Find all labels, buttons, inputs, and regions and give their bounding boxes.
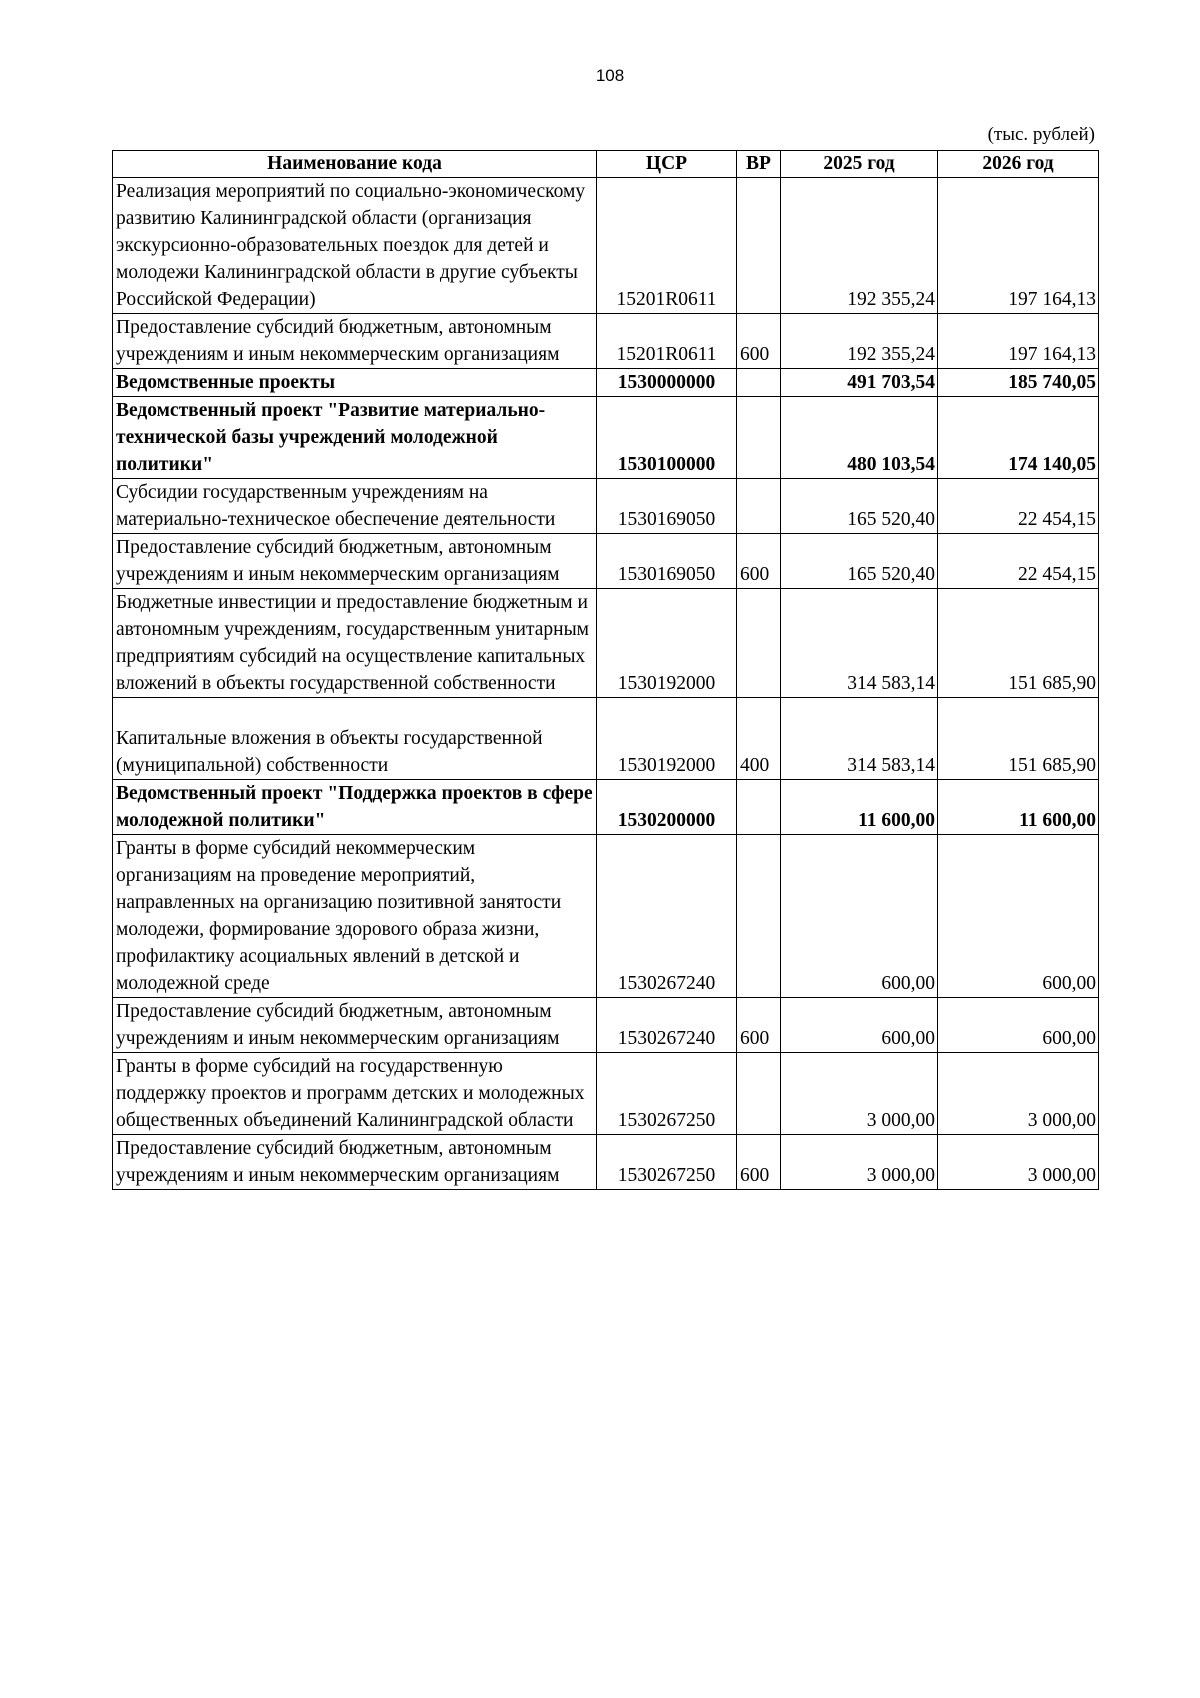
row-vr <box>737 178 781 314</box>
table-row <box>113 698 1099 780</box>
row-2025: 314 583,14 <box>781 589 938 698</box>
table-row <box>113 589 1099 698</box>
row-2025: 165 520,40 <box>781 479 938 534</box>
row-csr: 15201R0611 <box>597 178 737 314</box>
row-vr <box>737 780 781 835</box>
row-name: Гранты в форме субсидий на государственную поддержку проектов и программ детских и молодежных общественных объединений Калининградской области <box>113 1053 597 1135</box>
row-csr: 15201R0611 <box>597 314 737 369</box>
row-2025: 192 355,24 <box>781 178 938 314</box>
row-name: Предоставление субсидий бюджетным, автономным учреждениям и иным некоммерческим организациям <box>113 998 597 1053</box>
row-vr <box>737 479 781 534</box>
row-name: Капитальные вложения в объекты государственной (муниципальной) собственности <box>113 698 597 780</box>
units-label: (тыс. рублей) <box>987 124 1095 145</box>
row-2025: 491 703,54 <box>781 369 938 397</box>
row-2025: 600,00 <box>781 835 938 998</box>
row-vr <box>737 397 781 479</box>
row-vr: 600 <box>737 998 781 1053</box>
row-csr: 1530267240 <box>597 835 737 998</box>
row-name: Субсидии государственным учреждениям на материально-техническое обеспечение деятельности <box>113 479 597 534</box>
table-row <box>113 534 1099 589</box>
row-2026: 3 000,00 <box>938 1053 1099 1135</box>
row-2026: 174 140,05 <box>938 397 1099 479</box>
row-2026: 185 740,05 <box>938 369 1099 397</box>
row-csr: 1530100000 <box>597 397 737 479</box>
row-csr: 1530192000 <box>597 589 737 698</box>
row-vr: 600 <box>737 314 781 369</box>
header-name: Наименование кода <box>113 151 597 178</box>
budget-table <box>112 150 1099 1190</box>
row-name: Ведомственный проект "Поддержка проектов в сфере молодежной политики" <box>113 780 597 835</box>
row-2026: 197 164,13 <box>938 178 1099 314</box>
table-header-row <box>113 151 1099 178</box>
row-name: Реализация мероприятий по социально-экономическому развитию Калининградской области (организация экскурсионно-образовательных поездок для детей и молодежи Калининградской области в другие субъекты Российской Федерации) <box>113 178 597 314</box>
row-vr: 600 <box>737 1135 781 1190</box>
row-2025: 314 583,14 <box>781 698 938 780</box>
row-2026: 22 454,15 <box>938 479 1099 534</box>
row-2025: 11 600,00 <box>781 780 938 835</box>
row-2026: 11 600,00 <box>938 780 1099 835</box>
row-name: Предоставление субсидий бюджетным, автономным учреждениям и иным некоммерческим организациям <box>113 534 597 589</box>
row-csr: 1530000000 <box>597 369 737 397</box>
row-vr: 400 <box>737 698 781 780</box>
row-csr: 1530169050 <box>597 534 737 589</box>
table-row <box>113 835 1099 998</box>
header-2025: 2025 год <box>781 151 938 178</box>
table-row <box>113 1053 1099 1135</box>
row-2025: 480 103,54 <box>781 397 938 479</box>
row-csr: 1530267240 <box>597 998 737 1053</box>
row-2025: 3 000,00 <box>781 1135 938 1190</box>
row-2026: 3 000,00 <box>938 1135 1099 1190</box>
row-2026: 151 685,90 <box>938 589 1099 698</box>
row-name: Бюджетные инвестиции и предоставление бюджетным и автономным учреждениям, государственным унитарным предприятиям субсидий на осуществление капитальных вложений в объекты государственной собственности <box>113 589 597 698</box>
page-number: 108 <box>595 66 625 85</box>
row-2025: 600,00 <box>781 998 938 1053</box>
row-name: Ведомственный проект "Развитие материально-технической базы учреждений молодежной политики" <box>113 397 597 479</box>
row-csr: 1530200000 <box>597 780 737 835</box>
row-2025: 165 520,40 <box>781 534 938 589</box>
row-name: Предоставление субсидий бюджетным, автономным учреждениям и иным некоммерческим организациям <box>113 1135 597 1190</box>
table-row-section <box>113 780 1099 835</box>
row-vr: 600 <box>737 534 781 589</box>
row-2026: 22 454,15 <box>938 534 1099 589</box>
row-vr <box>737 1053 781 1135</box>
row-csr: 1530169050 <box>597 479 737 534</box>
row-name: Гранты в форме субсидий некоммерческим организациям на проведение мероприятий, направленных на организацию позитивной занятости молодежи, формирование здорового образа жизни, профилактику асоциальных явлений в детской и молодежной среде <box>113 835 597 998</box>
row-2026: 600,00 <box>938 998 1099 1053</box>
table-row <box>113 314 1099 369</box>
row-vr <box>737 835 781 998</box>
row-2025: 192 355,24 <box>781 314 938 369</box>
row-2025: 3 000,00 <box>781 1053 938 1135</box>
row-name: Предоставление субсидий бюджетным, автономным учреждениям и иным некоммерческим организациям <box>113 314 597 369</box>
header-2026: 2026 год <box>938 151 1099 178</box>
row-2026: 600,00 <box>938 835 1099 998</box>
table-row <box>113 998 1099 1053</box>
table-row-section <box>113 369 1099 397</box>
row-2026: 151 685,90 <box>938 698 1099 780</box>
row-vr <box>737 369 781 397</box>
row-name: Ведомственные проекты <box>113 369 597 397</box>
table-row-section <box>113 397 1099 479</box>
table-row <box>113 178 1099 314</box>
table-row <box>113 479 1099 534</box>
row-vr <box>737 589 781 698</box>
row-csr: 1530192000 <box>597 698 737 780</box>
row-2026: 197 164,13 <box>938 314 1099 369</box>
header-csr: ЦСР <box>597 151 737 178</box>
table-row <box>113 1135 1099 1190</box>
row-csr: 1530267250 <box>597 1135 737 1190</box>
row-csr: 1530267250 <box>597 1053 737 1135</box>
header-vr: ВР <box>737 151 781 178</box>
